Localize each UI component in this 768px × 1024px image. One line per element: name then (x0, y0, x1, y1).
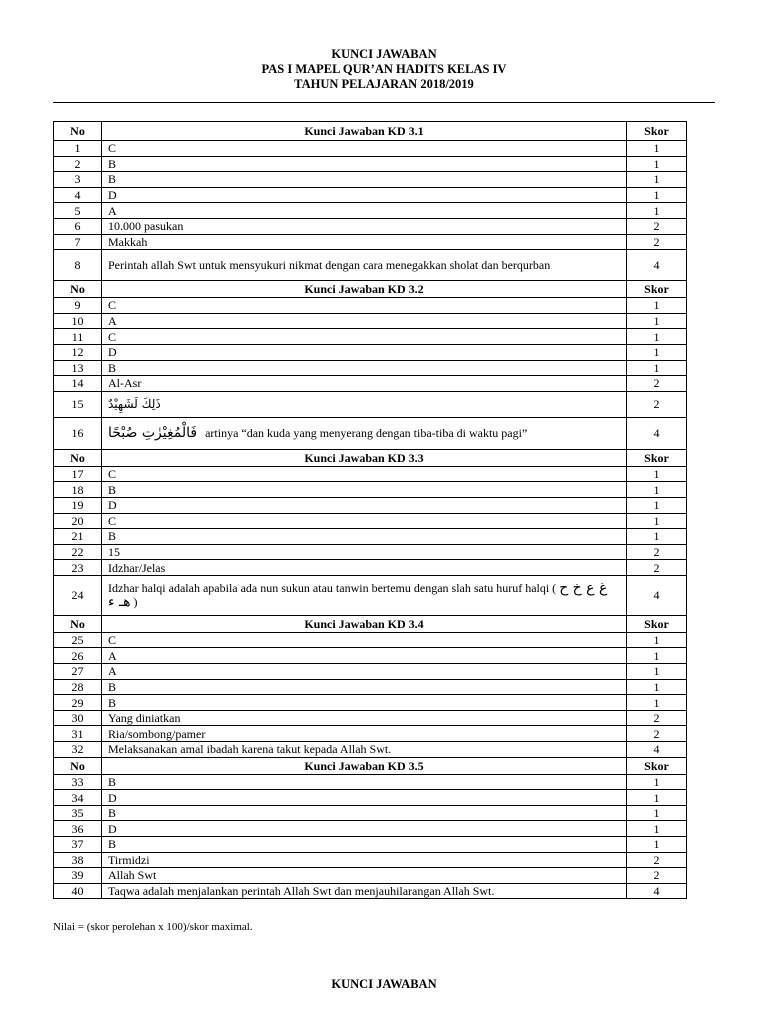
question-number: 10 (54, 313, 102, 329)
table-row (54, 417, 687, 449)
question-number: 2 (54, 156, 102, 172)
doc-subtitle: PAS I MAPEL QUR’AN HADITS KELAS IV (261, 62, 507, 76)
table-row (54, 805, 687, 821)
question-number: 5 (54, 203, 102, 219)
question-number: 40 (54, 883, 102, 899)
table-row (54, 774, 687, 790)
answer-cell: Ria/sombong/pamer (102, 726, 627, 742)
answer-text-end: ) (133, 595, 138, 610)
column-header-skor: Skor (627, 757, 687, 774)
answer-cell: C (102, 466, 627, 482)
question-number: 13 (54, 360, 102, 376)
score-value: 4 (627, 883, 687, 899)
score-value: 2 (627, 544, 687, 560)
question-number: 34 (54, 790, 102, 806)
answer-cell: A (102, 664, 627, 680)
arabic-text: فَالْمُغِيْرٰتِ صُبْحًا (108, 425, 198, 442)
answer-cell: D (102, 497, 627, 513)
table-row (54, 632, 687, 648)
score-value: 1 (627, 648, 687, 664)
section-header-row (54, 281, 687, 298)
table-row (54, 821, 687, 837)
question-number: 36 (54, 821, 102, 837)
score-value: 1 (627, 466, 687, 482)
question-number: 20 (54, 513, 102, 529)
table-row (54, 883, 687, 899)
question-number: 3 (54, 172, 102, 188)
header-rule (53, 102, 715, 103)
answer-cell: 15 (102, 544, 627, 560)
question-number: 22 (54, 544, 102, 560)
score-value: 1 (627, 156, 687, 172)
column-header-no: No (54, 757, 102, 774)
answer-cell: D (102, 187, 627, 203)
question-number: 29 (54, 695, 102, 711)
score-value: 2 (627, 560, 687, 576)
score-value: 2 (627, 852, 687, 868)
score-value: 1 (627, 529, 687, 545)
score-value: 4 (627, 250, 687, 281)
table-row (54, 497, 687, 513)
question-number: 35 (54, 805, 102, 821)
answer-cell: B (102, 529, 627, 545)
table-row (54, 234, 687, 250)
table-row (54, 466, 687, 482)
question-number: 37 (54, 837, 102, 853)
answer-cell: Makkah (102, 234, 627, 250)
score-value: 2 (627, 726, 687, 742)
table-row (54, 250, 687, 281)
answer-cell (102, 575, 627, 615)
answer-text: artinya “dan kuda yang menyerang dengan tiba-tiba di waktu pagi” (205, 426, 528, 441)
question-number: 14 (54, 376, 102, 392)
arabic-text: غ ع خ ح هـ ء (108, 580, 608, 611)
score-value: 2 (627, 710, 687, 726)
question-number: 4 (54, 187, 102, 203)
column-header-no: No (54, 615, 102, 632)
answer-cell: B (102, 679, 627, 695)
question-number: 25 (54, 632, 102, 648)
table-row (54, 156, 687, 172)
table-row (54, 187, 687, 203)
answer-cell: Tirmidzi (102, 852, 627, 868)
table-row (54, 329, 687, 345)
question-number: 8 (54, 250, 102, 281)
score-value: 1 (627, 821, 687, 837)
answer-cell: Melaksanakan amal ibadah karena takut kepada Allah Swt. (102, 742, 627, 758)
table-row (54, 664, 687, 680)
table-row (54, 313, 687, 329)
table-row (54, 360, 687, 376)
score-value: 1 (627, 497, 687, 513)
answer-cell: B (102, 774, 627, 790)
score-value: 1 (627, 141, 687, 157)
question-number: 31 (54, 726, 102, 742)
table-row (54, 695, 687, 711)
score-value: 1 (627, 172, 687, 188)
table-row (54, 648, 687, 664)
answer-cell: C (102, 298, 627, 314)
answer-cell: B (102, 360, 627, 376)
question-number: 21 (54, 529, 102, 545)
answer-cell: D (102, 344, 627, 360)
table-row (54, 218, 687, 234)
column-header-no: No (54, 281, 102, 298)
answer-cell: ذَلِكَ لَشَهِيْدٌ (102, 391, 627, 417)
score-value: 1 (627, 482, 687, 498)
score-value: 4 (627, 742, 687, 758)
score-value: 1 (627, 790, 687, 806)
column-header-skor: Skor (627, 615, 687, 632)
score-value: 1 (627, 774, 687, 790)
question-number: 38 (54, 852, 102, 868)
answer-cell: B (102, 837, 627, 853)
answer-cell: D (102, 821, 627, 837)
table-row (54, 679, 687, 695)
answer-cell: D (102, 790, 627, 806)
answer-cell: B (102, 156, 627, 172)
table-row (54, 203, 687, 219)
section-header-row (54, 615, 687, 632)
question-number: 18 (54, 482, 102, 498)
table-row (54, 376, 687, 392)
table-row (54, 172, 687, 188)
score-value: 1 (627, 298, 687, 314)
score-value: 2 (627, 218, 687, 234)
section-title: Kunci Jawaban KD 3.4 (102, 615, 627, 632)
answer-cell: Taqwa adalah menjalankan perintah Allah Swt dan menjauhilarangan Allah Swt. (102, 883, 627, 899)
score-value: 1 (627, 805, 687, 821)
table-row (54, 298, 687, 314)
score-value: 1 (627, 203, 687, 219)
answer-cell: C (102, 632, 627, 648)
table-row (54, 344, 687, 360)
score-value: 4 (627, 575, 687, 615)
score-value: 4 (627, 417, 687, 449)
question-number: 6 (54, 218, 102, 234)
score-value: 1 (627, 679, 687, 695)
score-formula-note: Nilai = (skor perolehan x 100)/skor maximal. (53, 921, 253, 933)
answer-cell: B (102, 172, 627, 188)
question-number: 30 (54, 710, 102, 726)
table-row (54, 852, 687, 868)
score-value: 1 (627, 695, 687, 711)
section-header-row (54, 449, 687, 466)
answer-cell (102, 417, 627, 449)
question-number: 1 (54, 141, 102, 157)
question-number: 11 (54, 329, 102, 345)
answer-cell: C (102, 329, 627, 345)
score-value: 1 (627, 313, 687, 329)
table-row (54, 513, 687, 529)
question-number: 26 (54, 648, 102, 664)
doc-title: KUNCI JAWABAN (331, 47, 437, 61)
score-value: 1 (627, 837, 687, 853)
table-row (54, 742, 687, 758)
question-number: 28 (54, 679, 102, 695)
table-row (54, 868, 687, 884)
score-value: 2 (627, 376, 687, 392)
question-number: 7 (54, 234, 102, 250)
table-row (54, 575, 687, 615)
section-title: Kunci Jawaban KD 3.1 (102, 122, 627, 141)
table-row (54, 544, 687, 560)
answer-cell: Perintah allah Swt untuk mensyukuri nikmat dengan cara menegakkan sholat dan berqurban (102, 250, 627, 281)
column-header-skor: Skor (627, 449, 687, 466)
table-row (54, 837, 687, 853)
table-row (54, 790, 687, 806)
score-value: 1 (627, 360, 687, 376)
question-number: 19 (54, 497, 102, 513)
question-number: 9 (54, 298, 102, 314)
answer-cell: Al-Asr (102, 376, 627, 392)
score-value: 1 (627, 513, 687, 529)
question-number: 39 (54, 868, 102, 884)
table-row (54, 710, 687, 726)
column-header-skor: Skor (627, 122, 687, 141)
table-row (54, 529, 687, 545)
answer-cell: Yang diniatkan (102, 710, 627, 726)
table-row (54, 726, 687, 742)
answer-text: Idzhar halqi adalah apabila ada nun sukun atau tanwin bertemu dengan slah satu huruf halqi ( (108, 581, 557, 596)
question-number: 17 (54, 466, 102, 482)
question-number: 27 (54, 664, 102, 680)
score-value: 2 (627, 391, 687, 417)
answer-cell: B (102, 482, 627, 498)
question-number: 23 (54, 560, 102, 576)
answer-cell: A (102, 203, 627, 219)
answer-cell: B (102, 805, 627, 821)
section-header-row (54, 122, 687, 141)
question-number: 32 (54, 742, 102, 758)
answer-cell: A (102, 313, 627, 329)
score-value: 1 (627, 187, 687, 203)
score-value: 1 (627, 632, 687, 648)
answer-cell: Idzhar/Jelas (102, 560, 627, 576)
answer-cell: C (102, 513, 627, 529)
table-row (54, 482, 687, 498)
question-number: 12 (54, 344, 102, 360)
question-number: 33 (54, 774, 102, 790)
question-number: 15 (54, 391, 102, 417)
answer-cell: 10.000 pasukan (102, 218, 627, 234)
table-row (54, 391, 687, 417)
section-header-row (54, 757, 687, 774)
table-row (54, 141, 687, 157)
table-row (54, 560, 687, 576)
score-value: 2 (627, 868, 687, 884)
section-title: Kunci Jawaban KD 3.3 (102, 449, 627, 466)
column-header-no: No (54, 449, 102, 466)
column-header-skor: Skor (627, 281, 687, 298)
score-value: 1 (627, 344, 687, 360)
answer-cell: B (102, 695, 627, 711)
answer-cell: Allah Swt (102, 868, 627, 884)
answer-cell: A (102, 648, 627, 664)
answer-key-table (53, 121, 687, 899)
question-number: 16 (54, 417, 102, 449)
score-value: 1 (627, 329, 687, 345)
score-value: 2 (627, 234, 687, 250)
column-header-no: No (54, 122, 102, 141)
section-title: Kunci Jawaban KD 3.5 (102, 757, 627, 774)
answer-cell: C (102, 141, 627, 157)
footer-title: KUNCI JAWABAN (331, 977, 437, 991)
question-number: 24 (54, 575, 102, 615)
score-value: 1 (627, 664, 687, 680)
section-title: Kunci Jawaban KD 3.2 (102, 281, 627, 298)
doc-year: TAHUN PELAJARAN 2018/2019 (294, 77, 474, 91)
